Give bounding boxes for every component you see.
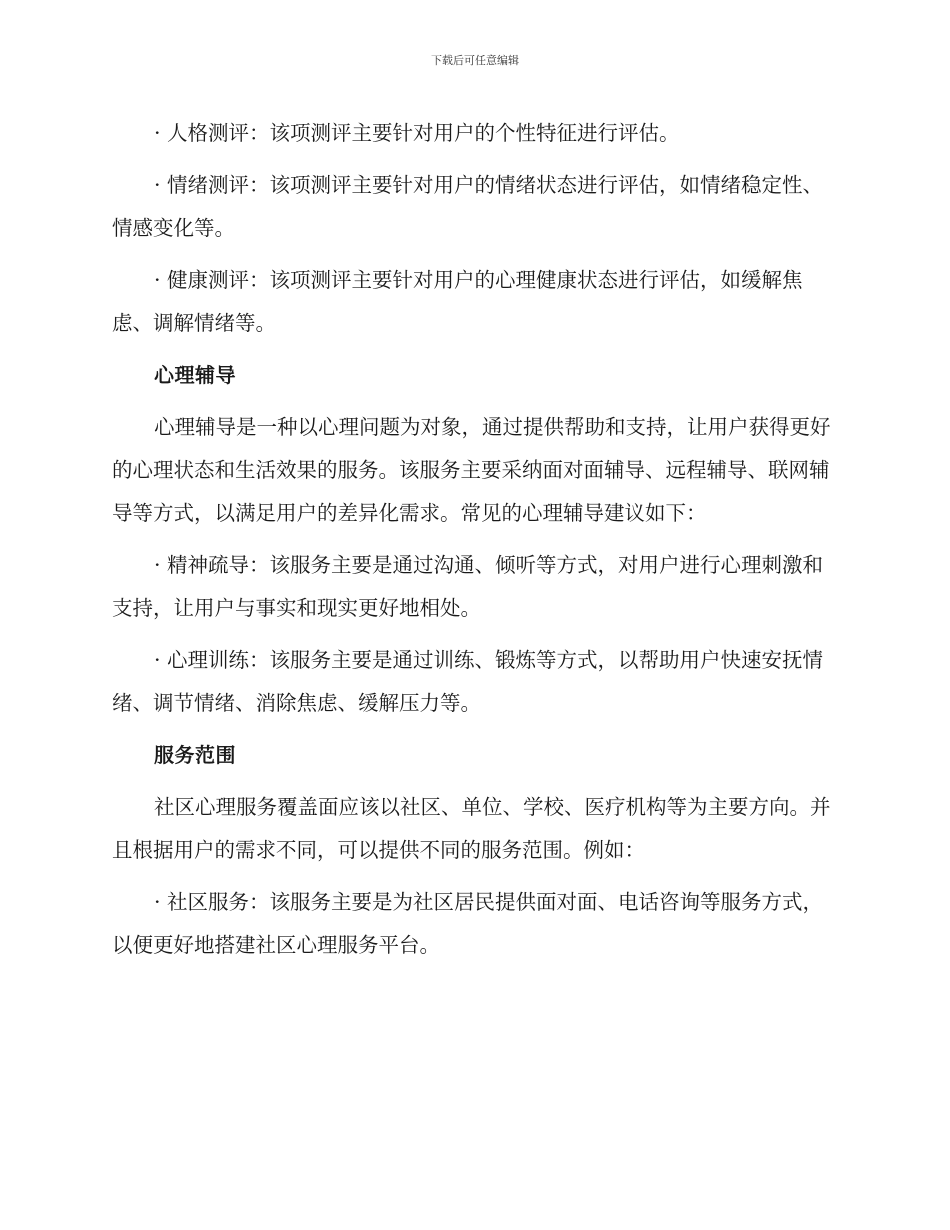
bullet-spiritual-guidance: · 精神疏导：该服务主要是通过沟通、倾听等方式，对用户进行心理刺激和支持，让用户与事实和现实更好地相处。 bbox=[112, 553, 824, 620]
bullet-emotion-assessment: · 情绪测评：该项测评主要针对用户的情绪状态进行评估，如情绪稳定性、情感变化等。 bbox=[112, 173, 824, 240]
document-body bbox=[112, 112, 832, 976]
counseling-intro-paragraph: 心理辅导是一种以心理问题为对象，通过提供帮助和支持，让用户获得更好的心理状态和生活效果的服务。该服务主要采纳面对面辅导、远程辅导、联网辅导等方式，以满足用户的差异化需求。常见的心理辅导建议如下： bbox=[112, 415, 831, 525]
section-heading-scope: 服务范围 bbox=[154, 743, 236, 767]
scope-intro-paragraph: 社区心理服务覆盖面应该以社区、单位、学校、医疗机构等为主要方向。并且根据用户的需求不同，可以提供不同的服务范围。例如： bbox=[112, 795, 831, 862]
section-heading-counseling: 心理辅导 bbox=[154, 363, 236, 387]
bullet-community-service: · 社区服务：该服务主要是为社区居民提供面对面、电话咨询等服务方式，以便更好地搭建社区心理服务平台。 bbox=[112, 890, 824, 957]
bullet-personality-assessment: · 人格测评：该项测评主要针对用户的个性特征进行评估。 bbox=[154, 121, 680, 145]
bullet-health-assessment: · 健康测评：该项测评主要针对用户的心理健康状态进行评估，如缓解焦虑、调解情绪等。 bbox=[112, 268, 803, 335]
bullet-psychological-training: · 心理训练：该服务主要是通过训练、锻炼等方式，以帮助用户快速安抚情绪、调节情绪、消除焦虑、缓解压力等。 bbox=[112, 648, 824, 715]
page-header: 下载后可任意编辑 bbox=[431, 54, 519, 67]
